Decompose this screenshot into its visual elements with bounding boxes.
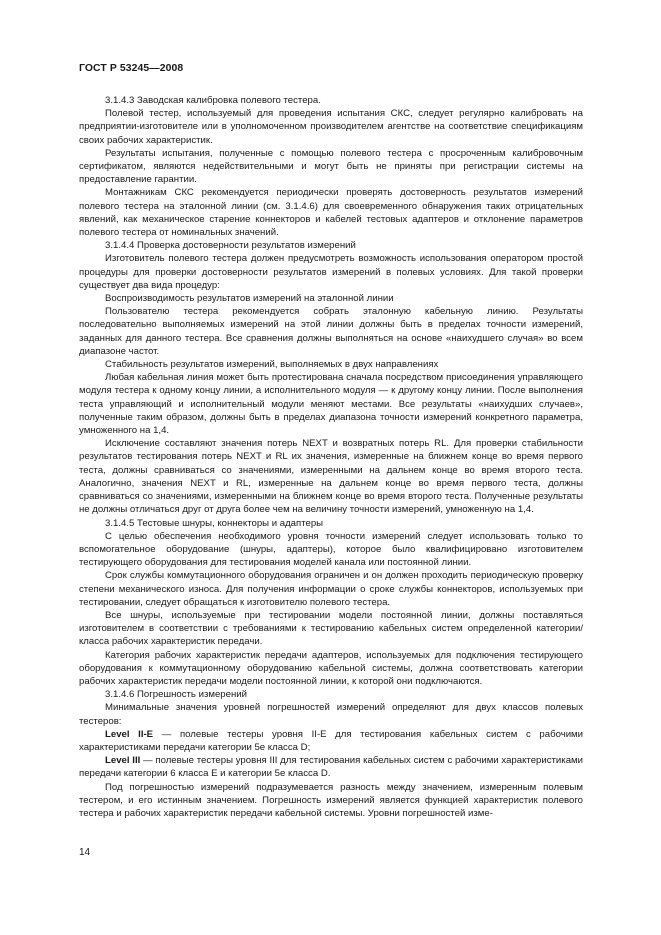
paragraph: Все шнуры, используемые при тестировании модели постоянной линии, должны поставляться изготовителем в соответствии с требованиями к тестированию кабельных систем определенной категории/класса рабочих характеристик передачи. bbox=[79, 609, 583, 648]
paragraph: Пользователю тестера рекомендуется собрать эталонную кабельную линию. Результаты последовательно выполняемых измерений на этой линии должны быть в пределах точности измерений, заданных для данного тестера. Все сравнения должны выполняться на основе «наихудшего случая» во всем диапазоне частот. bbox=[79, 306, 583, 357]
paragraph: Категория рабочих характеристик передачи адаптеров, используемых для подключения тестирующего оборудования к коммутационному оборудованию кабельной системы, должна соответствовать категории рабочих характеристик передачи модели постоянной линии, к которой они подключаются. bbox=[79, 649, 583, 687]
paragraph: Любая кабельная линия может быть протестирована сначала посредством присоединения управляющего модуля тестера к одному концу линии, а исполнительного модуля — к другому концу линии. После выполнения теста управляющий и исполнительный модули меняют местами. Все результаты «наихудших случаев», полученные таким образом, должны быть в пределах диапазона точности измерений конкретного параметра, умноженного на 1,4. bbox=[79, 372, 583, 437]
level-description: — полевые тестеры уровня II-E для тестирования кабельных систем с рабочими характеристиками передачи категории 5е класса D; bbox=[79, 728, 584, 753]
paragraph: Исключение составляют значения потерь NEXT и возвратных потерь RL. Для проверки стабильности результатов тестирования потерь NEXT и RL их значения, измеренные на ближнем конце во время первого теста, должны сравниваться со значениями, измеренными на дальнем конце во время второго теста. Аналогично, значения NEXT и RL, измеренные на дальнем конце во время первого теста, должны сравниваться со значениями, измеренными на ближнем конце во время второго теста. Полученные результаты не должны отличаться друг от друга более чем на величину точности измерений, умноженную на 1,4. bbox=[79, 438, 583, 516]
paragraph: Результаты испытания, полученные с помощью полевого тестера с просроченным калибровочным сертификатом, являются недействительными и могут быть не приняты при регистрации системы на предоставление гарантии. bbox=[79, 147, 583, 186]
document-body bbox=[79, 94, 583, 820]
paragraph-3-1-4-4-heading: 3.1.4.4 Проверка достоверности результатов измерений bbox=[105, 240, 356, 252]
paragraph: С целью обеспечения необходимого уровня точности измерений следует использовать только то вспомогательное оборудование (шнуры, адаптеры), которое было квалифицировано изготовителем тестирующего оборудования для тестирования моделей канала или постоянной линии. bbox=[79, 530, 583, 569]
level-description: — полевые тестеры уровня III для тестирования кабельных систем с рабочими характеристиками передачи категории 6 класса Е и категории 5е класса D. bbox=[79, 755, 583, 780]
level-term: Level II-E bbox=[105, 728, 154, 740]
paragraph: Полевой тестер, используемый для проведения испытания СКС, следует регулярно калибровать на предприятии-изготовителе или в уполномоченном производителем агентстве на соответствие спецификациям своих рабочих характеристик. bbox=[79, 108, 583, 146]
paragraph: Срок службы коммутационного оборудования ограничен и он должен проходить периодическую проверку степени механического износа. Для получения информации о сроке службы коннекторов, используемых при тестировании, следует обращаться к изготовителю полевого тестера. bbox=[79, 570, 583, 608]
paragraph-3-1-4-5-heading: 3.1.4.5 Тестовые шнуры, коннекторы и адаптеры bbox=[105, 517, 324, 529]
level-definition-item bbox=[79, 728, 583, 754]
paragraph-3-1-4-6-heading: 3.1.4.6 Погрешность измерений bbox=[105, 689, 247, 701]
paragraph-subheading: Воспроизводимость результатов измерений на эталонной линии bbox=[105, 293, 394, 305]
paragraph: Минимальные значения уровней погрешностей измерений определяют для двух классов полевых тестеров: bbox=[79, 702, 583, 727]
level-definition-item bbox=[79, 754, 583, 780]
paragraph: Под погрешностью измерений подразумевается разность между значением, измеренным полевым тестером, и его истинным значением. Погрешность измерений является функцией характеристик полевого тестера и рабочих характеристик передачи кабельной системы. Уровни погрешностей изме- bbox=[79, 781, 583, 819]
document-header: ГОСТ Р 53245—2008 bbox=[79, 63, 184, 74]
paragraph-3-1-4-3-heading: 3.1.4.3 Заводская калибровка полевого тестера. bbox=[105, 95, 321, 106]
level-term: Level III bbox=[105, 755, 141, 767]
paragraph-subheading: Стабильность результатов измерений, выполняемых в двух направлениях bbox=[105, 359, 439, 371]
page-number: 14 bbox=[79, 847, 91, 858]
paragraph: Изготовитель полевого тестера должен предусмотреть возможность использования оператором простой процедуры для проверки достоверности результатов измерений в полевых условиях. Для такой проверки существует два вида процедур: bbox=[79, 253, 583, 291]
paragraph: Монтажникам СКС рекомендуется периодически проверять достоверность результатов измерений полевого тестера на эталонной линии (см. 3.1.4.6) для своевременного обнаружения таких отрицательных явлений, как механическое старение коннекторов и кабелей тестовых адаптеров и отклонение параметров полевого тестера от номинальных значений. bbox=[79, 187, 583, 239]
